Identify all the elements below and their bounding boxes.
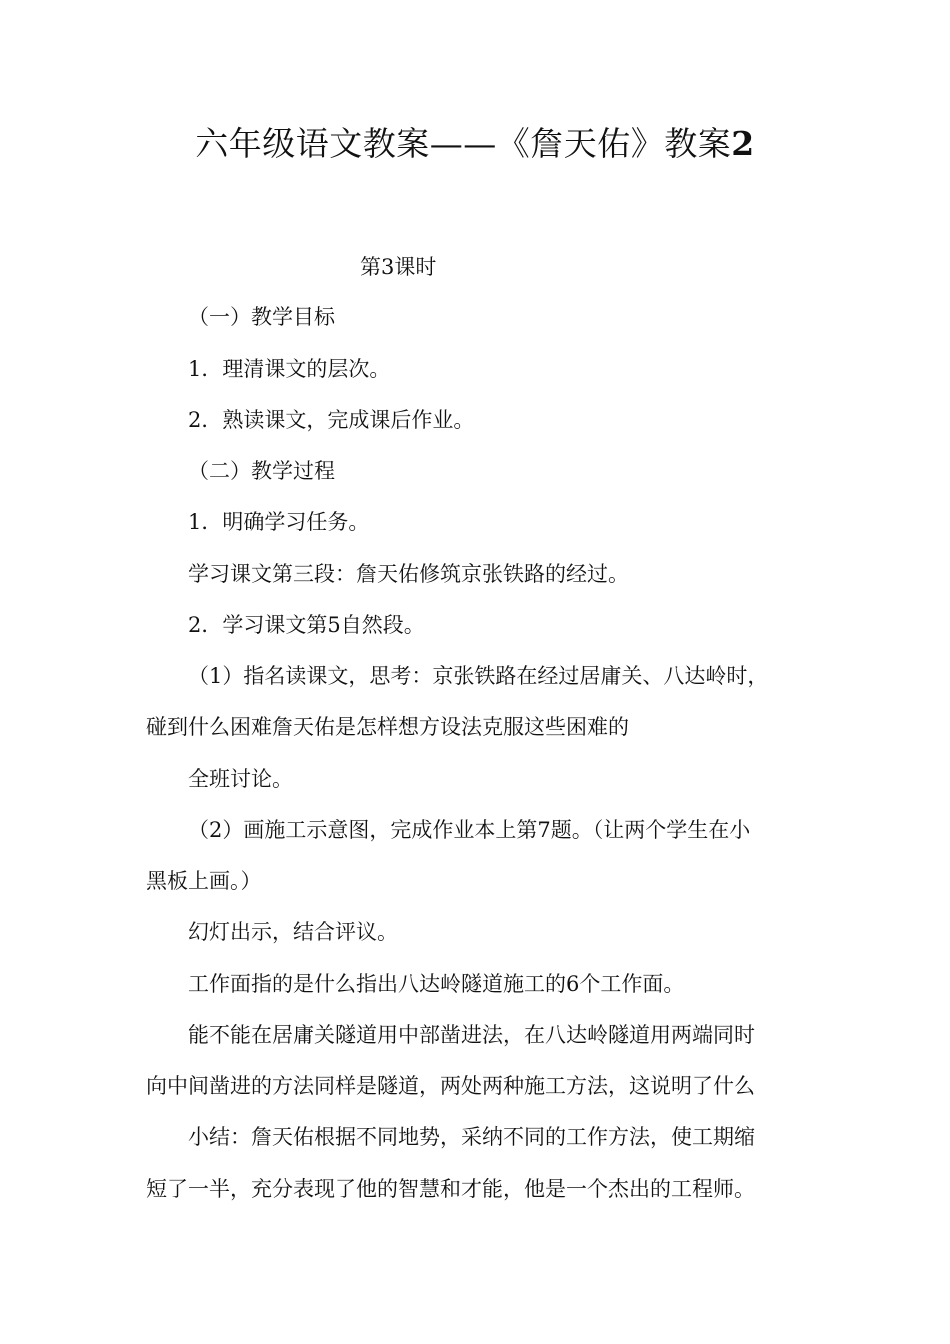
- paragraph: 幻灯出示，结合评议。: [188, 920, 398, 944]
- paragraph: 能不能在居庸关隧道用中部凿进法，在八达岭隧道用两端同时: [188, 1023, 755, 1047]
- title-number: 2: [731, 124, 755, 163]
- paragraph-continuation: 向中间凿进的方法同样是隧道，两处两种施工方法，这说明了什么: [146, 1074, 755, 1098]
- paragraph: 2．熟读课文，完成课后作业。: [188, 408, 475, 432]
- section-heading-objectives: （一）教学目标: [188, 305, 335, 329]
- section-heading-process: （二）教学过程: [188, 459, 335, 483]
- paragraph: 工作面指的是什么指出八达岭隧道施工的6个工作面。: [188, 972, 685, 996]
- paragraph: 1．理清课文的层次。: [188, 357, 391, 381]
- paragraph: 2．学习课文第5自然段。: [188, 613, 425, 637]
- title-main: 六年级语文教案——《詹天佑》教案: [195, 124, 732, 163]
- lesson-heading: 第3课时: [360, 255, 437, 279]
- paragraph: 1．明确学习任务。: [188, 510, 370, 534]
- paragraph-continuation: 碰到什么困难詹天佑是怎样想方设法克服这些困难的: [146, 715, 629, 739]
- paragraph-continuation: 短了一半，充分表现了他的智慧和才能，他是一个杰出的工程师。: [146, 1177, 755, 1201]
- paragraph: 学习课文第三段：詹天佑修筑京张铁路的经过。: [188, 562, 629, 586]
- paragraph-continuation: 黑板上画。）: [146, 869, 262, 893]
- paragraph: （2）画施工示意图，完成作业本上第7题。（让两个学生在小: [188, 818, 751, 842]
- paragraph: （1）指名读课文，思考：京张铁路在经过居庸关、八达岭时，: [188, 664, 769, 688]
- page-title: [0, 118, 950, 170]
- paragraph: 小结：詹天佑根据不同地势，采纳不同的工作方法，使工期缩: [188, 1125, 755, 1149]
- paragraph: 全班讨论。: [188, 767, 293, 791]
